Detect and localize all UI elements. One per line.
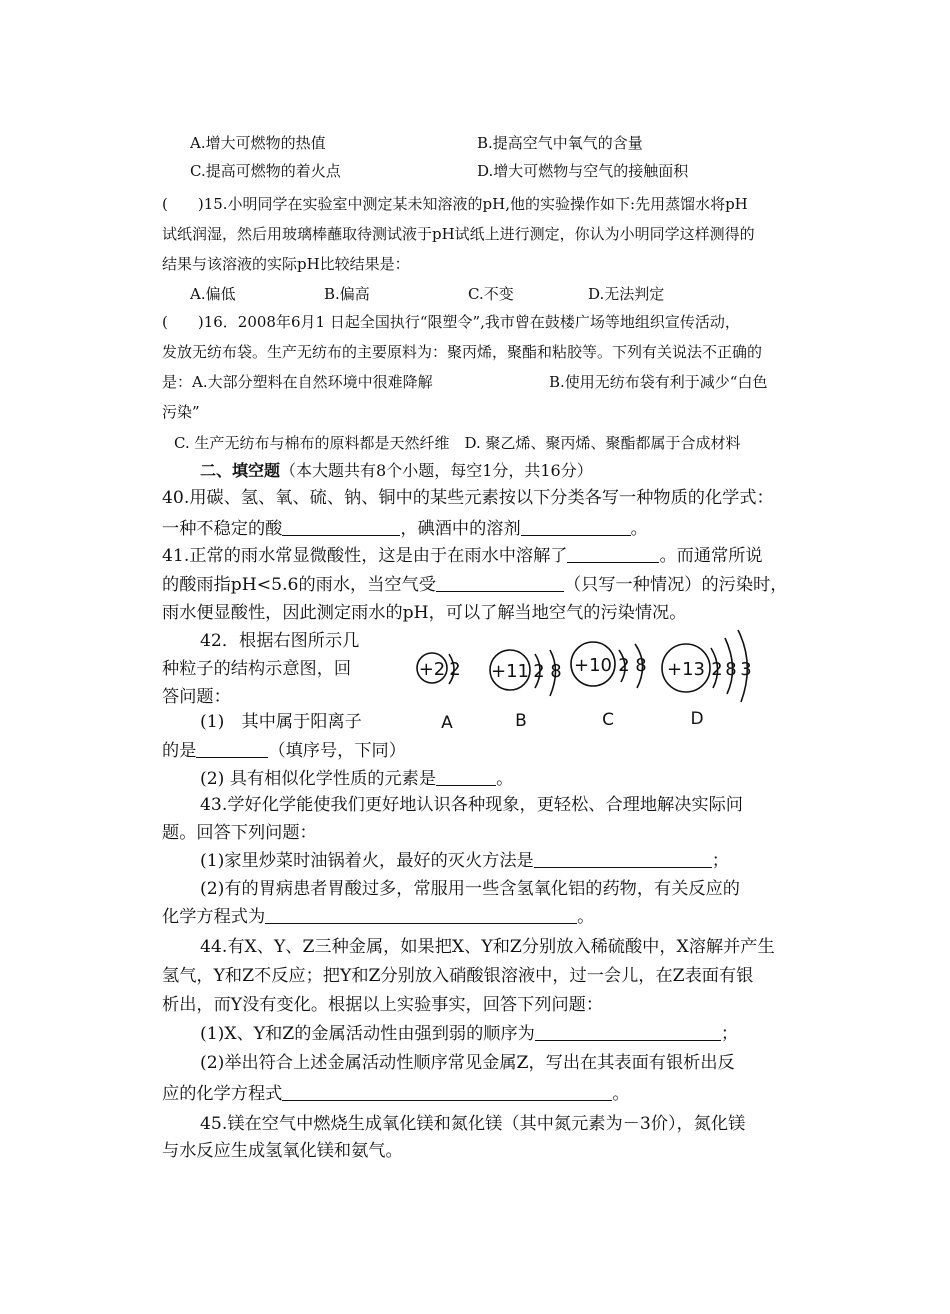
q41-line-3: 雨水便显酸性，因此测定雨水的pH，可以了解当地空气的污染情况。 [162, 603, 687, 623]
q40-text-b: ，碘酒中的溶剂 [400, 519, 521, 539]
q42-line-6 [200, 770, 513, 788]
particle-d-shell-1: 2 [711, 659, 723, 680]
q43-text-b: ； [711, 851, 729, 871]
q42-text-c: (2) 具有相似化学性质的元素是 [200, 769, 437, 789]
q14-option-a: A.增大可燃物的热值 [190, 134, 326, 152]
q41-blank-pollution[interactable] [436, 576, 564, 592]
q15-line-2: 试纸润湿，然后用玻璃棒蘸取待测试液于pH试纸上进行测定，你认为小明同学这样测得的 [162, 225, 755, 243]
q15-option-a: A.偏低 [190, 285, 236, 303]
particle-a-nucleus-label: +2 [418, 659, 446, 680]
particle-c-label: C [602, 710, 614, 730]
q44-line-3: 析出，而Y没有变化。根据以上实验事实，回答下列问题： [162, 995, 604, 1015]
particle-c-shell-1: 2 [618, 655, 630, 676]
q15-line-1: ( )15.小明同学在实验室中测定某未知溶液的pH,他的实验操作如下:先用蒸馏水将pH [162, 195, 748, 213]
q16-line-5: C. 生产无纺布与棉布的原料都是天然纤维 D. 聚乙烯、聚丙烯、聚酯都属于合成材料 [174, 434, 741, 452]
section-2-header [200, 463, 593, 479]
q16-line-3b: B.使用无纺布袋有利于减少“白色 [549, 373, 768, 391]
section-2-note: （本大题共有8个小题，每空1分，共16分） [280, 461, 593, 480]
q40-text-a: 一种不稳定的酸 [162, 519, 283, 539]
q42-text-a: 的是 [162, 741, 197, 761]
particle-b-shell-1: 2 [533, 661, 545, 682]
q14-option-d: D.增大可燃物与空气的接触面积 [477, 162, 689, 180]
particle-d-nucleus-label: +13 [667, 659, 705, 680]
q41-text-a: 41.正常的雨水常显微酸性，这是由于在雨水中溶解了 [162, 546, 568, 566]
q16-line-2: 发放无纺布袋。生产无纺布的主要原料为：聚丙烯，聚酯和粘胶等。下列有关说法不正确的 [162, 343, 763, 361]
q16-line-4: 污染” [162, 403, 200, 421]
particle-a-label: A [441, 713, 453, 733]
q43-text-d: 。 [577, 907, 595, 927]
q15-line-3: 结果与该溶液的实际pH比较结果是： [162, 255, 410, 273]
q16-line-3a: 是：A.大部分塑料在自然环境中很难降解 [162, 373, 433, 391]
q44-line-2: 氢气，Y和Z不反应；把Y和Z分别放入硝酸银溶液中，过一会儿，在Z表面有银 [162, 966, 754, 986]
q44-blank-order[interactable] [535, 1025, 721, 1041]
q42-blank-similar[interactable] [436, 770, 496, 786]
q16-line-1: ( )16．2008年6月1 日起全国执行“限塑令”,我市曾在鼓楼广场等地组织宣传活动， [162, 313, 740, 331]
particle-b-shell-2: 8 [550, 661, 562, 682]
particle-d-shell-2: 8 [725, 659, 737, 680]
q41-text-c: 的酸雨指pH<5.6的雨水，当空气受 [162, 575, 436, 595]
q43-blank-fire[interactable] [534, 852, 712, 868]
q41-blank-gas[interactable] [567, 547, 659, 563]
q43-line-1: 43.学好化学能使我们更好地认识各种现象，更轻松、合理地解决实际问 [200, 795, 743, 815]
q43-line-2: 题。回答下列问题： [162, 823, 317, 843]
q42-blank-cation[interactable] [196, 742, 268, 758]
q44-text-c: 应的化学方程式 [162, 1084, 283, 1104]
q43-line-5 [162, 908, 594, 926]
q44-line-5: (2)举出符合上述金属活动性顺序常见金属Z，写出在其表面有银析出反 [200, 1053, 735, 1073]
particle-a-shell-1: 2 [449, 659, 461, 680]
q40-line-2 [162, 520, 648, 538]
q15-option-d: D.无法判定 [588, 285, 665, 303]
q41-line-2 [162, 576, 787, 594]
particle-d-shell-3: 3 [740, 659, 752, 680]
particle-b-nucleus-label: +11 [491, 661, 529, 682]
q45-line-1: 45.镁在空气中燃烧生成氧化镁和氮化镁（其中氮元素为－3价），氮化镁 [200, 1114, 746, 1134]
particle-c-nucleus-label: +10 [574, 655, 612, 676]
q14-option-c: C.提高可燃物的着火点 [190, 162, 341, 180]
particle-structure-diagram [405, 624, 765, 734]
q42-line-1: 42．根据右图所示几 [200, 631, 360, 651]
q44-blank-equation[interactable] [282, 1085, 612, 1101]
q42-line-2: 种粒子的结构示意图，回 [162, 659, 352, 679]
section-2-title: 二、填空题 [200, 461, 281, 480]
q40-blank-acid[interactable] [282, 520, 400, 536]
q42-line-4: (1) 其中属于阳离子 [200, 712, 362, 732]
q40-text-c: 。 [630, 519, 648, 539]
q43-line-4: (2)有的胃病患者胃酸过多，常服用一些含氢氧化铝的药物，有关反应的 [200, 879, 740, 899]
q43-text-c: 化学方程式为 [162, 907, 266, 927]
q44-line-4 [200, 1025, 738, 1043]
q42-line-5 [162, 742, 406, 760]
q43-line-3 [200, 852, 729, 870]
q43-blank-equation[interactable] [265, 908, 577, 924]
q42-line-3: 答问题： [162, 687, 231, 707]
q41-line-1 [162, 547, 763, 565]
particle-c-shell-2: 8 [635, 655, 647, 676]
q44-text-a: (1)X、Y和Z的金属活动性由强到弱的顺序为 [200, 1024, 535, 1044]
q15-option-c: C.不变 [468, 285, 514, 303]
q40-blank-solvent[interactable] [521, 520, 631, 536]
q44-line-6 [162, 1085, 630, 1103]
q44-text-d: 。 [612, 1084, 630, 1104]
q15-option-b: B.偏高 [324, 285, 370, 303]
particle-d-label: D [690, 709, 704, 729]
q40-line-1: 40.用碳、氢、氧、硫、钠、铜中的某些元素按以下分类各写一种物质的化学式： [162, 488, 774, 508]
q45-line-2: 与水反应生成氢氧化镁和氨气。 [162, 1141, 403, 1161]
q43-text-a: (1)家里炒菜时油锅着火，最好的灭火方法是 [200, 851, 534, 871]
q42-text-d: 。 [496, 769, 514, 789]
q41-text-d: （只写一种情况）的污染时， [563, 575, 788, 595]
particle-b-label: B [515, 711, 527, 731]
q14-option-b: B.提高空气中氧气的含量 [477, 134, 643, 152]
q44-text-b: ； [720, 1024, 739, 1044]
q42-text-b: （填序号，下同） [268, 741, 406, 761]
q44-line-1: 44.有X、Y、Z三种金属，如果把X、Y和Z分别放入稀硫酸中，X溶解并产生 [200, 937, 775, 957]
q41-text-b: 。而通常所说 [659, 546, 763, 566]
